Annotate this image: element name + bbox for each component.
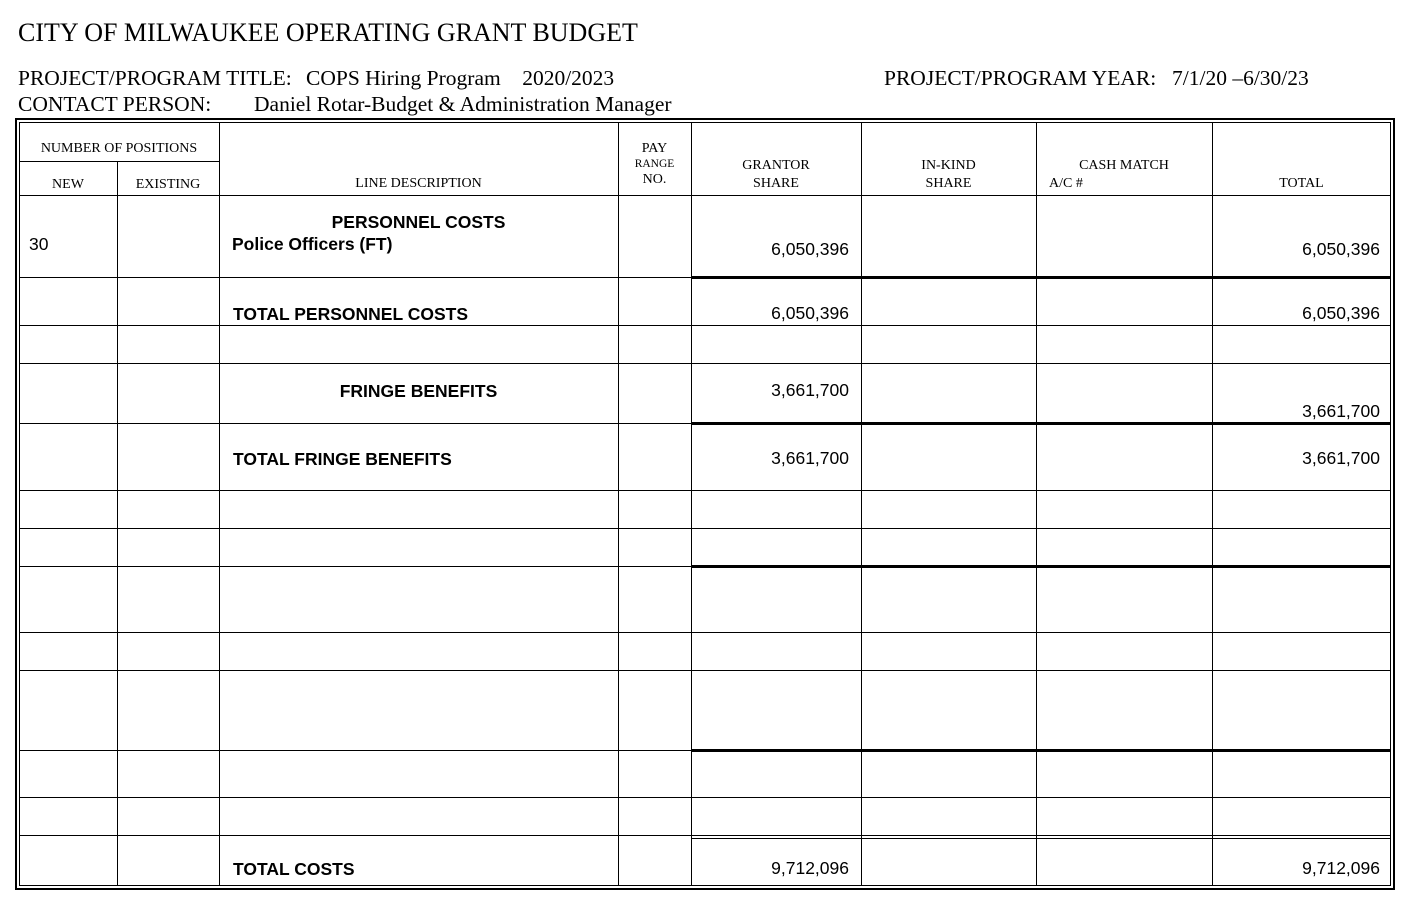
total-fringe-grantor-value: 3,661,700: [771, 448, 849, 468]
col-divider-cash-total: [1212, 122, 1213, 886]
total-personnel-total-value: 6,050,396: [1302, 303, 1380, 323]
inner-border-left: [19, 122, 20, 886]
project-title-value: COPS Hiring Program 2020/2023: [306, 66, 615, 90]
row-line: [19, 632, 1391, 633]
grantor-header: GRANTOR: [742, 158, 810, 173]
personnel-costs-heading: PERSONNEL COSTS: [331, 212, 506, 232]
outer-border-right: [1393, 118, 1395, 890]
row-line: [19, 363, 1391, 364]
project-year-value: 7/1/20 –6/30/23: [1172, 66, 1309, 90]
contact-person-label: CONTACT PERSON:: [18, 92, 212, 116]
row-line: [19, 325, 1391, 326]
row-line: [19, 797, 1391, 798]
fringe-benefits-label: FRINGE BENEFITS: [339, 381, 498, 401]
total-fringe-total-value: 3,661,700: [1302, 448, 1380, 468]
pay-header: PAY: [641, 141, 668, 156]
col-divider-description-pay: [618, 122, 619, 886]
row-line: [19, 490, 1391, 491]
inner-border-bottom: [19, 885, 1391, 886]
total-fringe-benefits-label: TOTAL FRINGE BENEFITS: [233, 449, 452, 469]
line-description-header: LINE DESCRIPTION: [355, 176, 482, 191]
subtotal-rule: [691, 422, 1391, 425]
row-line: [19, 835, 1391, 836]
outer-border-left: [15, 118, 17, 890]
col-divider-pay-grantor: [691, 122, 692, 886]
range-header: RANGE: [634, 158, 675, 170]
fringe-total-value: 3,661,700: [1302, 401, 1380, 421]
personnel-grantor-value: 6,050,396: [771, 239, 849, 259]
inner-border-top: [19, 122, 1391, 123]
project-title-label: PROJECT/PROGRAM TITLE:: [18, 66, 292, 90]
contact-person-value: Daniel Rotar-Budget & Administration Manager: [254, 92, 672, 116]
subtotal-rule: [691, 276, 1391, 279]
outer-border-bottom: [15, 888, 1395, 890]
grantor-share-header: SHARE: [753, 176, 799, 191]
total-personnel-grantor-value: 6,050,396: [771, 303, 849, 323]
total-costs-grantor-value: 9,712,096: [771, 858, 849, 878]
total-personnel-costs-label: TOTAL PERSONNEL COSTS: [233, 304, 468, 324]
col-divider-inkind-cash: [1036, 122, 1037, 886]
number-of-positions-header: NUMBER OF POSITIONS: [40, 141, 198, 156]
cash-match-header: CASH MATCH: [1079, 158, 1169, 173]
document-title: CITY OF MILWAUKEE OPERATING GRANT BUDGET: [18, 18, 638, 47]
ac-number-header: A/C #: [1049, 176, 1083, 191]
col-divider-new-existing: [117, 161, 118, 886]
total-costs-total-value: 9,712,096: [1302, 858, 1380, 878]
row-line: [19, 670, 1391, 671]
inner-border-right: [1390, 122, 1391, 886]
project-year-label: PROJECT/PROGRAM YEAR:: [884, 66, 1157, 90]
inkind-header: IN-KIND: [921, 158, 976, 173]
budget-table: [15, 118, 1395, 890]
fringe-grantor-value: 3,661,700: [771, 380, 849, 400]
positions-subheader-line: [19, 161, 219, 162]
personnel-total-value: 6,050,396: [1302, 239, 1380, 259]
subtotal-rule: [691, 838, 1391, 839]
row-line: [19, 528, 1391, 529]
header-bottom-line: [19, 195, 1391, 196]
total-costs-label: TOTAL COSTS: [233, 859, 355, 879]
outer-border-top: [15, 118, 1395, 120]
col-divider-existing-description: [219, 122, 220, 886]
new-positions-value: 30: [29, 234, 49, 254]
subtotal-rule: [691, 749, 1391, 752]
total-header: TOTAL: [1279, 176, 1324, 191]
subtotal-rule: [691, 565, 1391, 568]
existing-header: EXISTING: [135, 177, 201, 192]
inkind-share-header: SHARE: [925, 176, 972, 191]
no-header: NO.: [642, 172, 667, 187]
police-officers-line: Police Officers (FT): [232, 234, 393, 254]
new-header: NEW: [52, 177, 84, 192]
col-divider-grantor-inkind: [861, 122, 862, 886]
